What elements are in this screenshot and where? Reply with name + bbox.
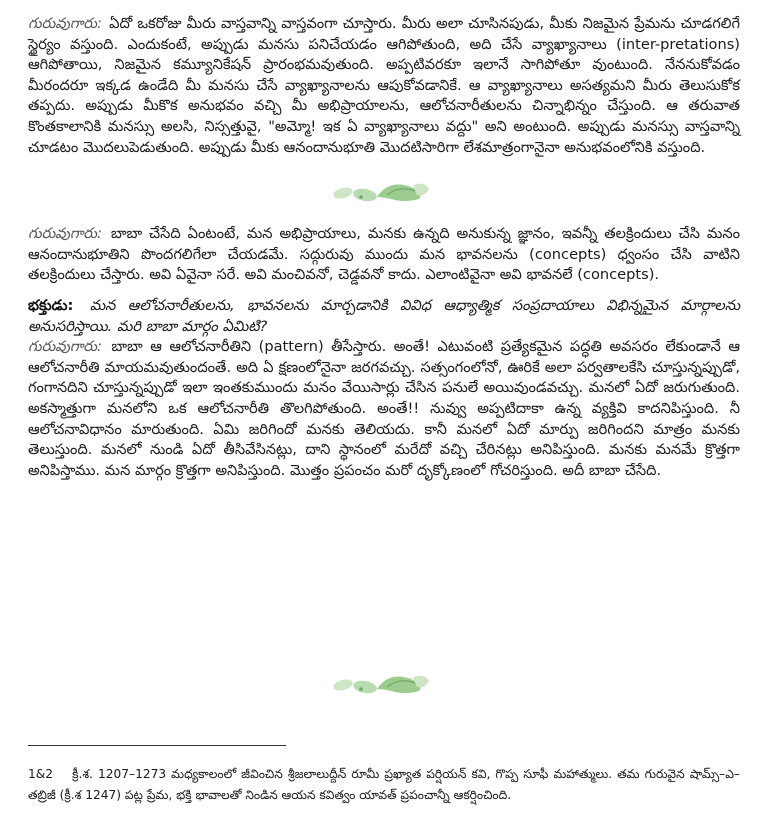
footnote-number: 1&2	[28, 767, 54, 782]
paragraph-guru-3	[28, 337, 740, 481]
speaker-label: గురువుగారు:	[28, 338, 102, 356]
page-body	[28, 14, 740, 481]
speaker-label: గురువుగారు:	[28, 225, 102, 243]
footnote-divider	[28, 745, 286, 746]
paragraph-text: మన ఆలోచనారీతులను, భావనలను మార్చడానికి వివిధ ఆధ్యాత్మిక సంప్రదాయాలు విభిన్నమైన మార్గాలను అనుసరిస్తాయి. మరి బాబా మార్గం ఏమిటి?	[28, 296, 741, 335]
speaker-label: భక్తుడు:	[28, 296, 74, 314]
paragraph-devotee	[28, 296, 740, 337]
paragraph-text: ఏదో ఒకరోజు మీరు వాస్తవాన్ని వాస్తవంగా చూస్తారు. మీరు అలా చూసినపుడు, మీకు నిజమైన ప్రేమను చూడగలిగే స్థైర్యం వస్తుంది. ఎందుకంటే, అప్పుడు మనసు పనిచేయడం ఆగిపోతుంది, అది చేసే వ్యాఖ్యానాలు (inter-pretations) ఆగిపోతాయి, నిజమైన కమ్యూనికేషన్ ప్రారంభమవుతుంది. అప్పటివరకూ ఇలానే సాగిపోతూ వుంటుంది. నేననుకోవడం మీరందరూ ఇక్కడ ఉండేది మీ మనసు చేసే వ్యాఖ్యానాలను ఆపుకోవడానికే. ఆ వ్యాఖ్యానాలు అసత్యమని మీరు తెలుసుకోక తప్పదు. అప్పుడు మీకొక అనుభవం వచ్చి మీ అభిప్రాయాలను, ఆలోచనారీతులను చిన్నాభిన్నం చేస్తుంది. ఆ తరువాత కొంతకాలానికి మనస్సు అలసి, నిస్సత్తువై, "అమ్మో! ఇక ఏ వ్యాఖ్యానాలు వద్దు" అని అంటుంది. అప్పుడు మనస్సు వాస్తవాన్ని చూడటం మొదలుపెడుతుంది. అప్పుడు మీకు ఆనందానుభూతి మొదటిసారిగా లేశమాత్రంగానైనా అనుభవంలోనికి వస్తుంది.	[28, 15, 740, 156]
footnote-text: క్రీ.శ. 1207–1273 మధ్యకాలంలో జీవించిన శ్రీజలాలుద్దీన్ రూమీ ప్రఖ్యాత పర్షియన్ కవి, గొప్ప సూఫీ మహాత్ములు. తమ గురువైన షామ్స్–ఎ–తబ్రిజీ (క్రీ.శ 1247) పట్ల ప్రేమ, భక్తి భావాలతో నిండిన ఆయన కవిత్వం యావత్ ప్రపంచాన్నీ ఆకర్షించింది.	[28, 767, 740, 803]
paragraph-text: బాబా ఆ ఆలోచనారీతిని (pattern) తీసేస్తారు. అంతే! ఎటువంటి ప్రత్యేకమైన పద్ధతి అవసరం లేకుండానే ఆ ఆలోచనారీతి మాయమవుతుందంతే. అది ఏ క్షణంలోనైనా జరగవచ్చు. సత్సంగంలోనో, ఊరికే అలా పర్వతాలకేసి చూస్తున్నప్పుడో, గంగానదిని చూస్తున్నప్పుడో ఇలా ఇంతకుముందు మనం వేయిసార్లు చేసిన పనులే అయివుండవచ్చు. మనలో ఏదో జరుగుతుంది. అకస్మాత్తుగా మనలోని ఒక ఆలోచనారీతి తొలగిపోతుంది. అంతే!! నువ్వు అప్పటిదాకా ఉన్న వ్యక్తివి కాదనిపిస్తుంది. నీ ఆలోచనావిధానం మారుతుంది. ఏమి జరిగిందో మనకు తెలియదు. కానీ మనలో ఏదో మార్పు జరిగిందని మాత్రం మనకు తెలుస్తుంది. మనలో నుండి ఏదో తీసివేసినట్లు, దాని స్థానంలో మరేదో వచ్చి చేరినట్లు అనిపిస్తుంది. మనకు మనమే క్రొత్తగా అనిపిస్తాము. మన మార్గం క్రొత్తగా అనిపిస్తుంది. మొత్తం ప్రపంచం మరో దృక్కోణంలో గోచరిస్తుంది. అదీ బాబా చేసేది.	[28, 338, 741, 479]
paragraph-guru-2	[28, 224, 740, 286]
leaf-vine-ornament-icon	[28, 172, 740, 208]
paragraph-text: బాబా చేసేది ఏంటంటే, మన అభిప్రాయాలు, మనకు ఉన్నది అనుకున్న జ్ఞానం, ఇవన్నీ తలక్రిందులు చేసి మనం ఆనందానుభూతిని పొందగలిగేలా చేయడమే. సద్గురువు ముందు మన భావనలను (concepts) ధ్వంసం చేసి వాటిని తలక్రిందులు చేస్తారు. అవి ఏవైనా సరే. అవి మంచివనో, చెడ్డవనో కాదు. ఎలాంటివైనా అవి భావనలే (concepts).	[28, 225, 740, 284]
footnote	[28, 764, 740, 806]
speaker-label: గురువుగారు:	[28, 15, 102, 32]
leaf-vine-ornament-icon	[28, 664, 740, 700]
paragraph-guru-1	[28, 14, 740, 158]
